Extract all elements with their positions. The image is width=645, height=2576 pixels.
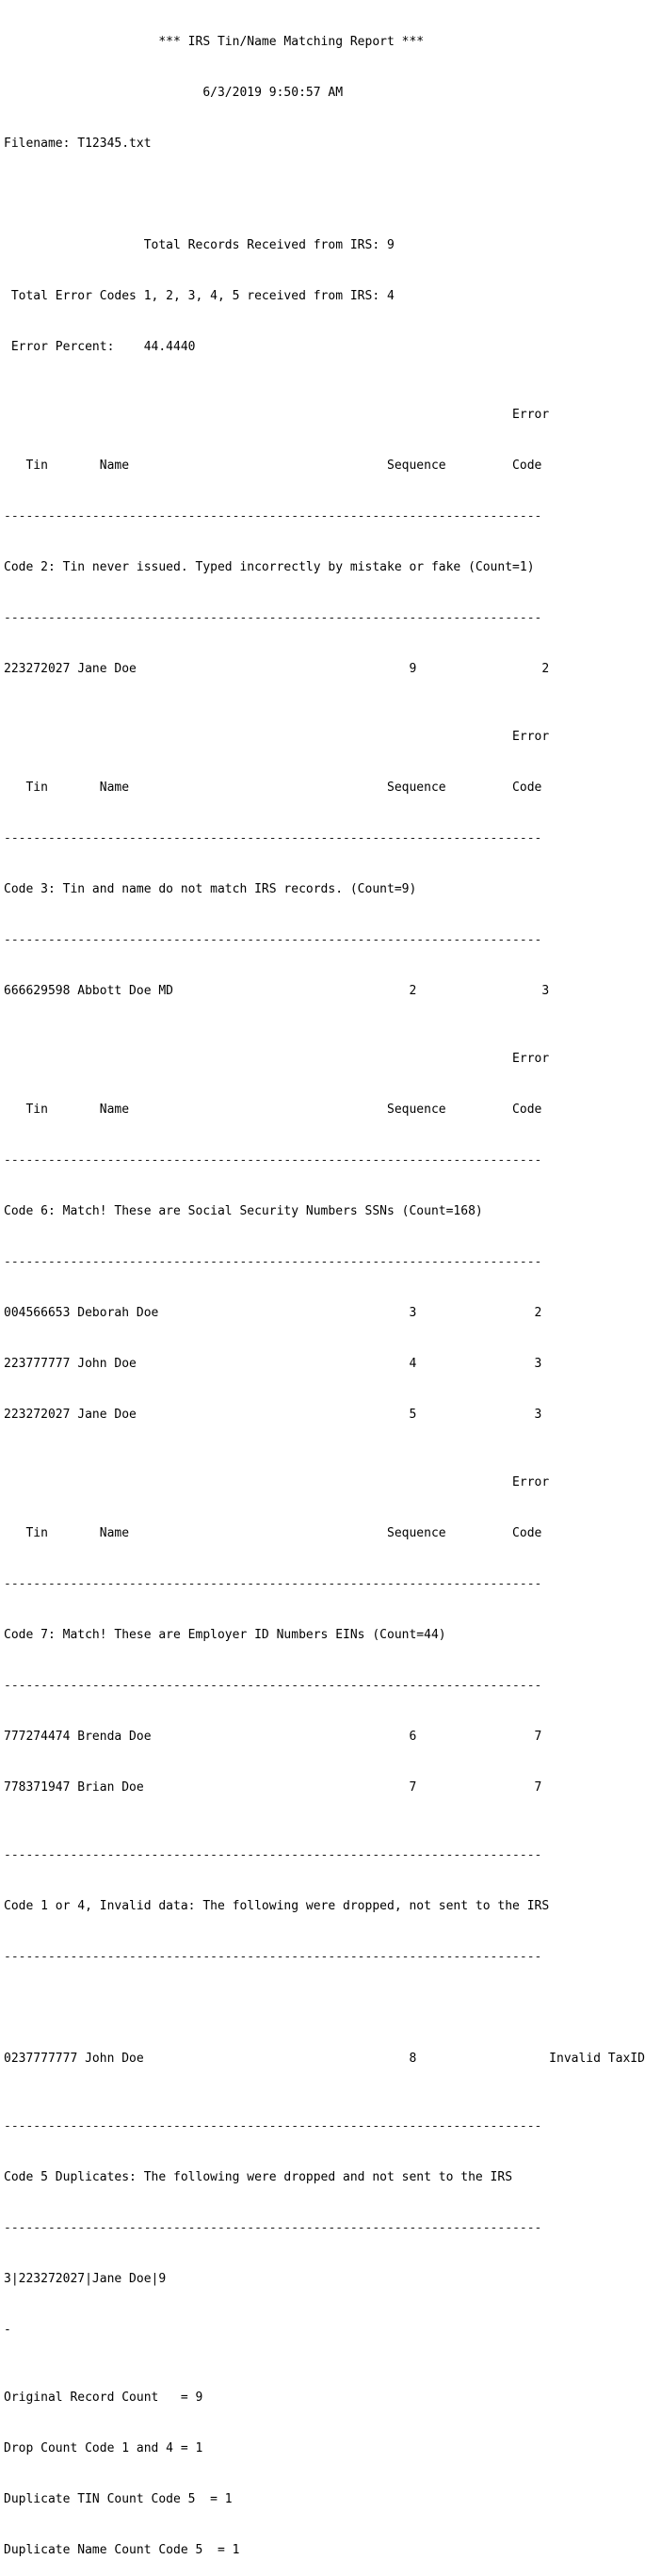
section-heading-code-2: Code 2: Tin never issued. Typed incorrectly by mistake or fake (Count=1) (4, 560, 535, 574)
separator: ------------------------------------------------------------------------- (4, 1153, 542, 1167)
separator: ------------------------------------------------------------------------- (4, 611, 542, 625)
original-record-count: Original Record Count = 9 (4, 2391, 203, 2405)
dash-line: - (4, 2323, 11, 2337)
column-header-error: Error (4, 408, 550, 422)
column-header-error: Error (4, 730, 550, 744)
record-row: 778371947 Brian Doe 7 7 (4, 1780, 542, 1795)
separator: ------------------------------------------------------------------------- (4, 2119, 542, 2133)
separator: ------------------------------------------------------------------------- (4, 509, 542, 523)
separator: ------------------------------------------------------------------------- (4, 1577, 542, 1591)
separator: ------------------------------------------------------------------------- (4, 1848, 542, 1862)
total-error-codes-line: Total Error Codes 1, 2, 3, 4, 5 received from IRS: 4 (4, 289, 395, 303)
column-header-error: Error (4, 1475, 550, 1489)
column-header: Tin Name Sequence Code (4, 459, 542, 473)
total-records-line: Total Records Received from IRS: 9 (4, 238, 395, 252)
section-heading-duplicates: Code 5 Duplicates: The following were dropped and not sent to the IRS (4, 2170, 513, 2184)
record-row: 004566653 Deborah Doe 3 2 (4, 1306, 542, 1320)
column-header-error: Error (4, 1052, 550, 1066)
separator: ------------------------------------------------------------------------- (4, 1950, 542, 1964)
section-heading-invalid: Code 1 or 4, Invalid data: The following were dropped, not sent to the IRS (4, 1899, 550, 1913)
duplicate-name-count: Duplicate Name Count Code 5 = 1 (4, 2543, 240, 2557)
record-row: 223777777 John Doe 4 3 (4, 1357, 542, 1371)
drop-count: Drop Count Code 1 and 4 = 1 (4, 2441, 203, 2455)
report-title: *** IRS Tin/Name Matching Report *** (4, 35, 425, 49)
separator: ------------------------------------------------------------------------- (4, 1679, 542, 1693)
column-header: Tin Name Sequence Code (4, 1103, 542, 1117)
separator: ------------------------------------------------------------------------- (4, 2221, 542, 2235)
report-timestamp: 6/3/2019 9:50:57 AM (4, 86, 344, 100)
section-heading-code-7: Code 7: Match! These are Employer ID Numbers EINs (Count=44) (4, 1628, 446, 1642)
separator: ------------------------------------------------------------------------- (4, 933, 542, 947)
duplicate-tin-count: Duplicate TIN Count Code 5 = 1 (4, 2492, 233, 2506)
record-row: 666629598 Abbott Doe MD 2 3 (4, 984, 550, 998)
report-body (4, 0, 645, 2576)
duplicate-record: 3|223272027|Jane Doe|9 (4, 2272, 167, 2286)
column-header: Tin Name Sequence Code (4, 781, 542, 795)
section-heading-code-3: Code 3: Tin and name do not match IRS records. (Count=9) (4, 882, 417, 896)
blank-line (4, 2000, 645, 2017)
section-heading-code-6: Code 6: Match! These are Social Security Numbers SSNs (Count=168) (4, 1204, 483, 1218)
record-row: 223272027 Jane Doe 9 2 (4, 662, 550, 676)
filename-line: Filename: T12345.txt (4, 137, 152, 151)
error-percent-line: Error Percent: 44.4440 (4, 340, 196, 354)
record-row: 223272027 Jane Doe 5 3 (4, 1408, 542, 1422)
record-row: 777274474 Brenda Doe 6 7 (4, 1730, 542, 1744)
blank-line (4, 186, 645, 203)
separator: ------------------------------------------------------------------------- (4, 831, 542, 845)
record-row-invalid: 0237777777 John Doe 8 Invalid TaxID (4, 2052, 645, 2066)
separator: ------------------------------------------------------------------------- (4, 1255, 542, 1269)
column-header: Tin Name Sequence Code (4, 1526, 542, 1540)
